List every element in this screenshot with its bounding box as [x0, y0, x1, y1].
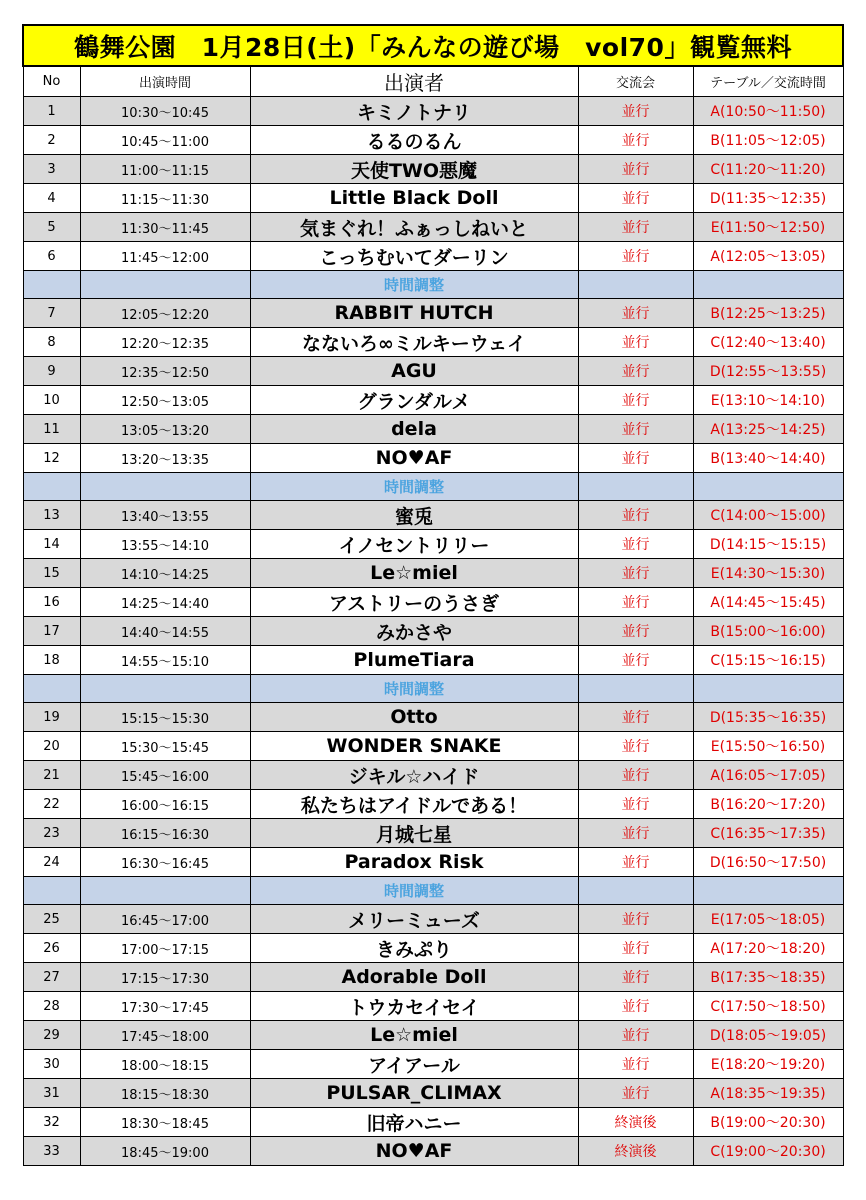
table-row [23, 790, 843, 819]
table-row [23, 819, 843, 848]
table-row [23, 357, 843, 386]
row-table-time: A(12:05〜13:05) [693, 242, 843, 271]
row-table-time: A(16:05〜17:05) [693, 761, 843, 790]
row-exchange: 並行 [578, 444, 693, 473]
table-row [23, 761, 843, 790]
row-table-time: C(11:20〜11:20) [693, 155, 843, 184]
header-no: No [23, 66, 80, 97]
break-row [23, 675, 843, 703]
row-exchange: 並行 [578, 617, 693, 646]
row-time: 17:45〜18:00 [80, 1021, 250, 1050]
row-time: 15:15〜15:30 [80, 703, 250, 732]
row-performer: アイアール [250, 1050, 578, 1079]
row-performer: AGU [250, 357, 578, 386]
row-no: 5 [23, 213, 80, 242]
row-time: 14:25〜14:40 [80, 588, 250, 617]
row-exchange: 並行 [578, 530, 693, 559]
row-time: 18:30〜18:45 [80, 1108, 250, 1137]
table-row [23, 444, 843, 473]
schedule-table [22, 24, 844, 1166]
break-cell [693, 877, 843, 905]
row-performer: Le☆miel [250, 559, 578, 588]
row-performer: イノセントリリー [250, 530, 578, 559]
break-cell [578, 473, 693, 501]
table-row [23, 328, 843, 357]
row-time: 14:40〜14:55 [80, 617, 250, 646]
row-no: 2 [23, 126, 80, 155]
row-performer: みかさや [250, 617, 578, 646]
row-performer: るるのるん [250, 126, 578, 155]
row-exchange: 並行 [578, 97, 693, 126]
table-row [23, 415, 843, 444]
break-cell [80, 675, 250, 703]
row-time: 15:45〜16:00 [80, 761, 250, 790]
row-no: 9 [23, 357, 80, 386]
row-exchange: 並行 [578, 242, 693, 271]
row-table-time: A(14:45〜15:45) [693, 588, 843, 617]
row-table-time: B(12:25〜13:25) [693, 299, 843, 328]
row-exchange: 並行 [578, 646, 693, 675]
row-time: 17:30〜17:45 [80, 992, 250, 1021]
row-time: 16:45〜17:00 [80, 905, 250, 934]
row-no: 8 [23, 328, 80, 357]
table-row [23, 184, 843, 213]
row-no: 31 [23, 1079, 80, 1108]
title-row [23, 25, 843, 66]
break-cell [23, 271, 80, 299]
row-time: 13:55〜14:10 [80, 530, 250, 559]
row-no: 13 [23, 501, 80, 530]
row-time: 12:35〜12:50 [80, 357, 250, 386]
row-no: 17 [23, 617, 80, 646]
row-exchange: 並行 [578, 588, 693, 617]
row-table-time: D(16:50〜17:50) [693, 848, 843, 877]
break-row [23, 473, 843, 501]
header-table: テーブル／交流時間 [693, 66, 843, 97]
row-performer: PULSAR_CLIMAX [250, 1079, 578, 1108]
break-label: 時間調整 [250, 675, 578, 703]
row-no: 29 [23, 1021, 80, 1050]
row-exchange: 並行 [578, 1079, 693, 1108]
row-exchange: 並行 [578, 761, 693, 790]
row-exchange: 並行 [578, 501, 693, 530]
break-cell [23, 877, 80, 905]
row-table-time: B(11:05〜12:05) [693, 126, 843, 155]
break-cell [693, 271, 843, 299]
row-table-time: A(17:20〜18:20) [693, 934, 843, 963]
break-cell [80, 271, 250, 299]
row-time: 17:15〜17:30 [80, 963, 250, 992]
row-no: 6 [23, 242, 80, 271]
table-row [23, 1137, 843, 1166]
row-time: 13:40〜13:55 [80, 501, 250, 530]
row-performer: こっちむいてダーリン [250, 242, 578, 271]
row-performer: グランダルメ [250, 386, 578, 415]
table-row [23, 732, 843, 761]
row-time: 14:55〜15:10 [80, 646, 250, 675]
row-exchange: 並行 [578, 126, 693, 155]
row-exchange: 終演後 [578, 1108, 693, 1137]
row-no: 24 [23, 848, 80, 877]
row-table-time: E(18:20〜19:20) [693, 1050, 843, 1079]
row-table-time: B(13:40〜14:40) [693, 444, 843, 473]
table-row [23, 1050, 843, 1079]
row-performer: トウカセイセイ [250, 992, 578, 1021]
row-time: 12:05〜12:20 [80, 299, 250, 328]
row-performer: Adorable Doll [250, 963, 578, 992]
row-table-time: E(13:10〜14:10) [693, 386, 843, 415]
row-time: 12:50〜13:05 [80, 386, 250, 415]
row-table-time: E(11:50〜12:50) [693, 213, 843, 242]
row-time: 12:20〜12:35 [80, 328, 250, 357]
row-performer: NO♥AF [250, 1137, 578, 1166]
row-time: 17:00〜17:15 [80, 934, 250, 963]
header-exchange: 交流会 [578, 66, 693, 97]
row-no: 4 [23, 184, 80, 213]
row-table-time: A(13:25〜14:25) [693, 415, 843, 444]
row-time: 16:00〜16:15 [80, 790, 250, 819]
table-row [23, 1108, 843, 1137]
break-cell [693, 473, 843, 501]
row-no: 25 [23, 905, 80, 934]
row-no: 15 [23, 559, 80, 588]
row-performer: 天使TWO悪魔 [250, 155, 578, 184]
row-table-time: D(18:05〜19:05) [693, 1021, 843, 1050]
row-time: 13:20〜13:35 [80, 444, 250, 473]
table-row [23, 155, 843, 184]
row-performer: Paradox Risk [250, 848, 578, 877]
table-row [23, 646, 843, 675]
row-performer: ジキル☆ハイド [250, 761, 578, 790]
row-table-time: A(18:35〜19:35) [693, 1079, 843, 1108]
row-table-time: D(11:35〜12:35) [693, 184, 843, 213]
row-performer: Little Black Doll [250, 184, 578, 213]
row-exchange: 並行 [578, 732, 693, 761]
row-exchange: 並行 [578, 184, 693, 213]
row-exchange: 並行 [578, 1021, 693, 1050]
row-exchange: 並行 [578, 328, 693, 357]
row-no: 30 [23, 1050, 80, 1079]
row-exchange: 並行 [578, 357, 693, 386]
row-table-time: C(15:15〜16:15) [693, 646, 843, 675]
schedule-rows [23, 97, 843, 1166]
row-performer: 月城七星 [250, 819, 578, 848]
row-performer: Otto [250, 703, 578, 732]
table-row [23, 905, 843, 934]
row-time: 11:00〜11:15 [80, 155, 250, 184]
row-performer: Le☆miel [250, 1021, 578, 1050]
row-no: 18 [23, 646, 80, 675]
row-table-time: E(17:05〜18:05) [693, 905, 843, 934]
table-row [23, 559, 843, 588]
row-exchange: 並行 [578, 386, 693, 415]
row-exchange: 並行 [578, 299, 693, 328]
table-row [23, 992, 843, 1021]
row-exchange: 並行 [578, 559, 693, 588]
row-time: 13:05〜13:20 [80, 415, 250, 444]
row-no: 3 [23, 155, 80, 184]
row-no: 27 [23, 963, 80, 992]
row-table-time: E(14:30〜15:30) [693, 559, 843, 588]
header-row [23, 66, 843, 97]
table-row [23, 963, 843, 992]
row-time: 14:10〜14:25 [80, 559, 250, 588]
row-table-time: C(14:00〜15:00) [693, 501, 843, 530]
row-exchange: 並行 [578, 934, 693, 963]
row-performer: NO♥AF [250, 444, 578, 473]
break-label: 時間調整 [250, 473, 578, 501]
page-title: 鶴舞公園 1月28日(土)「みんなの遊び場 vol70」観覧無料 [23, 25, 843, 66]
row-performer: きみぷり [250, 934, 578, 963]
row-table-time: C(17:50〜18:50) [693, 992, 843, 1021]
break-cell [578, 675, 693, 703]
row-time: 10:45〜11:00 [80, 126, 250, 155]
row-no: 14 [23, 530, 80, 559]
row-no: 7 [23, 299, 80, 328]
row-exchange: 並行 [578, 905, 693, 934]
row-exchange: 並行 [578, 790, 693, 819]
row-performer: PlumeTiara [250, 646, 578, 675]
table-row [23, 97, 843, 126]
row-time: 10:30〜10:45 [80, 97, 250, 126]
table-row [23, 1021, 843, 1050]
row-no: 23 [23, 819, 80, 848]
row-no: 1 [23, 97, 80, 126]
table-row [23, 934, 843, 963]
break-label: 時間調整 [250, 271, 578, 299]
break-cell [80, 473, 250, 501]
row-performer: アストリーのうさぎ [250, 588, 578, 617]
row-exchange: 並行 [578, 848, 693, 877]
row-performer: WONDER SNAKE [250, 732, 578, 761]
row-exchange: 並行 [578, 213, 693, 242]
table-row [23, 501, 843, 530]
row-performer: dela [250, 415, 578, 444]
break-cell [578, 877, 693, 905]
row-time: 11:30〜11:45 [80, 213, 250, 242]
row-no: 11 [23, 415, 80, 444]
row-performer: メリーミューズ [250, 905, 578, 934]
row-table-time: C(16:35〜17:35) [693, 819, 843, 848]
row-table-time: D(14:15〜15:15) [693, 530, 843, 559]
table-row [23, 242, 843, 271]
row-no: 20 [23, 732, 80, 761]
row-performer: 旧帝ハニー [250, 1108, 578, 1137]
row-table-time: A(10:50〜11:50) [693, 97, 843, 126]
row-exchange: 並行 [578, 819, 693, 848]
table-row [23, 703, 843, 732]
row-exchange: 並行 [578, 155, 693, 184]
row-no: 32 [23, 1108, 80, 1137]
row-table-time: B(16:20〜17:20) [693, 790, 843, 819]
break-cell [23, 473, 80, 501]
break-cell [578, 271, 693, 299]
row-table-time: C(12:40〜13:40) [693, 328, 843, 357]
row-performer: 蜜兎 [250, 501, 578, 530]
row-performer: なないろ∞ミルキーウェイ [250, 328, 578, 357]
break-cell [693, 675, 843, 703]
row-table-time: D(15:35〜16:35) [693, 703, 843, 732]
row-exchange: 並行 [578, 992, 693, 1021]
table-row [23, 848, 843, 877]
row-no: 21 [23, 761, 80, 790]
row-time: 18:45〜19:00 [80, 1137, 250, 1166]
break-label: 時間調整 [250, 877, 578, 905]
row-performer: キミノトナリ [250, 97, 578, 126]
row-no: 22 [23, 790, 80, 819]
row-no: 33 [23, 1137, 80, 1166]
row-time: 11:15〜11:30 [80, 184, 250, 213]
table-row [23, 1079, 843, 1108]
row-performer: 気まぐれ！ふぁっしねいと [250, 213, 578, 242]
row-time: 16:15〜16:30 [80, 819, 250, 848]
row-table-time: B(15:00〜16:00) [693, 617, 843, 646]
row-time: 11:45〜12:00 [80, 242, 250, 271]
row-no: 19 [23, 703, 80, 732]
table-row [23, 530, 843, 559]
row-exchange: 並行 [578, 415, 693, 444]
row-exchange: 並行 [578, 963, 693, 992]
row-exchange: 並行 [578, 1050, 693, 1079]
row-table-time: C(19:00〜20:30) [693, 1137, 843, 1166]
table-row [23, 617, 843, 646]
row-performer: 私たちはアイドルである！ [250, 790, 578, 819]
schedule-sheet [22, 24, 842, 1166]
break-row [23, 877, 843, 905]
table-row [23, 126, 843, 155]
row-time: 18:15〜18:30 [80, 1079, 250, 1108]
row-no: 26 [23, 934, 80, 963]
row-table-time: D(12:55〜13:55) [693, 357, 843, 386]
table-row [23, 588, 843, 617]
row-time: 18:00〜18:15 [80, 1050, 250, 1079]
break-row [23, 271, 843, 299]
row-table-time: B(17:35〜18:35) [693, 963, 843, 992]
row-no: 16 [23, 588, 80, 617]
table-row [23, 299, 843, 328]
row-table-time: E(15:50〜16:50) [693, 732, 843, 761]
row-no: 12 [23, 444, 80, 473]
header-time: 出演時間 [80, 66, 250, 97]
row-exchange: 並行 [578, 703, 693, 732]
table-row [23, 386, 843, 415]
row-time: 16:30〜16:45 [80, 848, 250, 877]
table-row [23, 213, 843, 242]
break-cell [80, 877, 250, 905]
header-performer: 出演者 [250, 66, 578, 97]
row-table-time: B(19:00〜20:30) [693, 1108, 843, 1137]
row-no: 28 [23, 992, 80, 1021]
row-performer: RABBIT HUTCH [250, 299, 578, 328]
row-no: 10 [23, 386, 80, 415]
row-exchange: 終演後 [578, 1137, 693, 1166]
break-cell [23, 675, 80, 703]
row-time: 15:30〜15:45 [80, 732, 250, 761]
